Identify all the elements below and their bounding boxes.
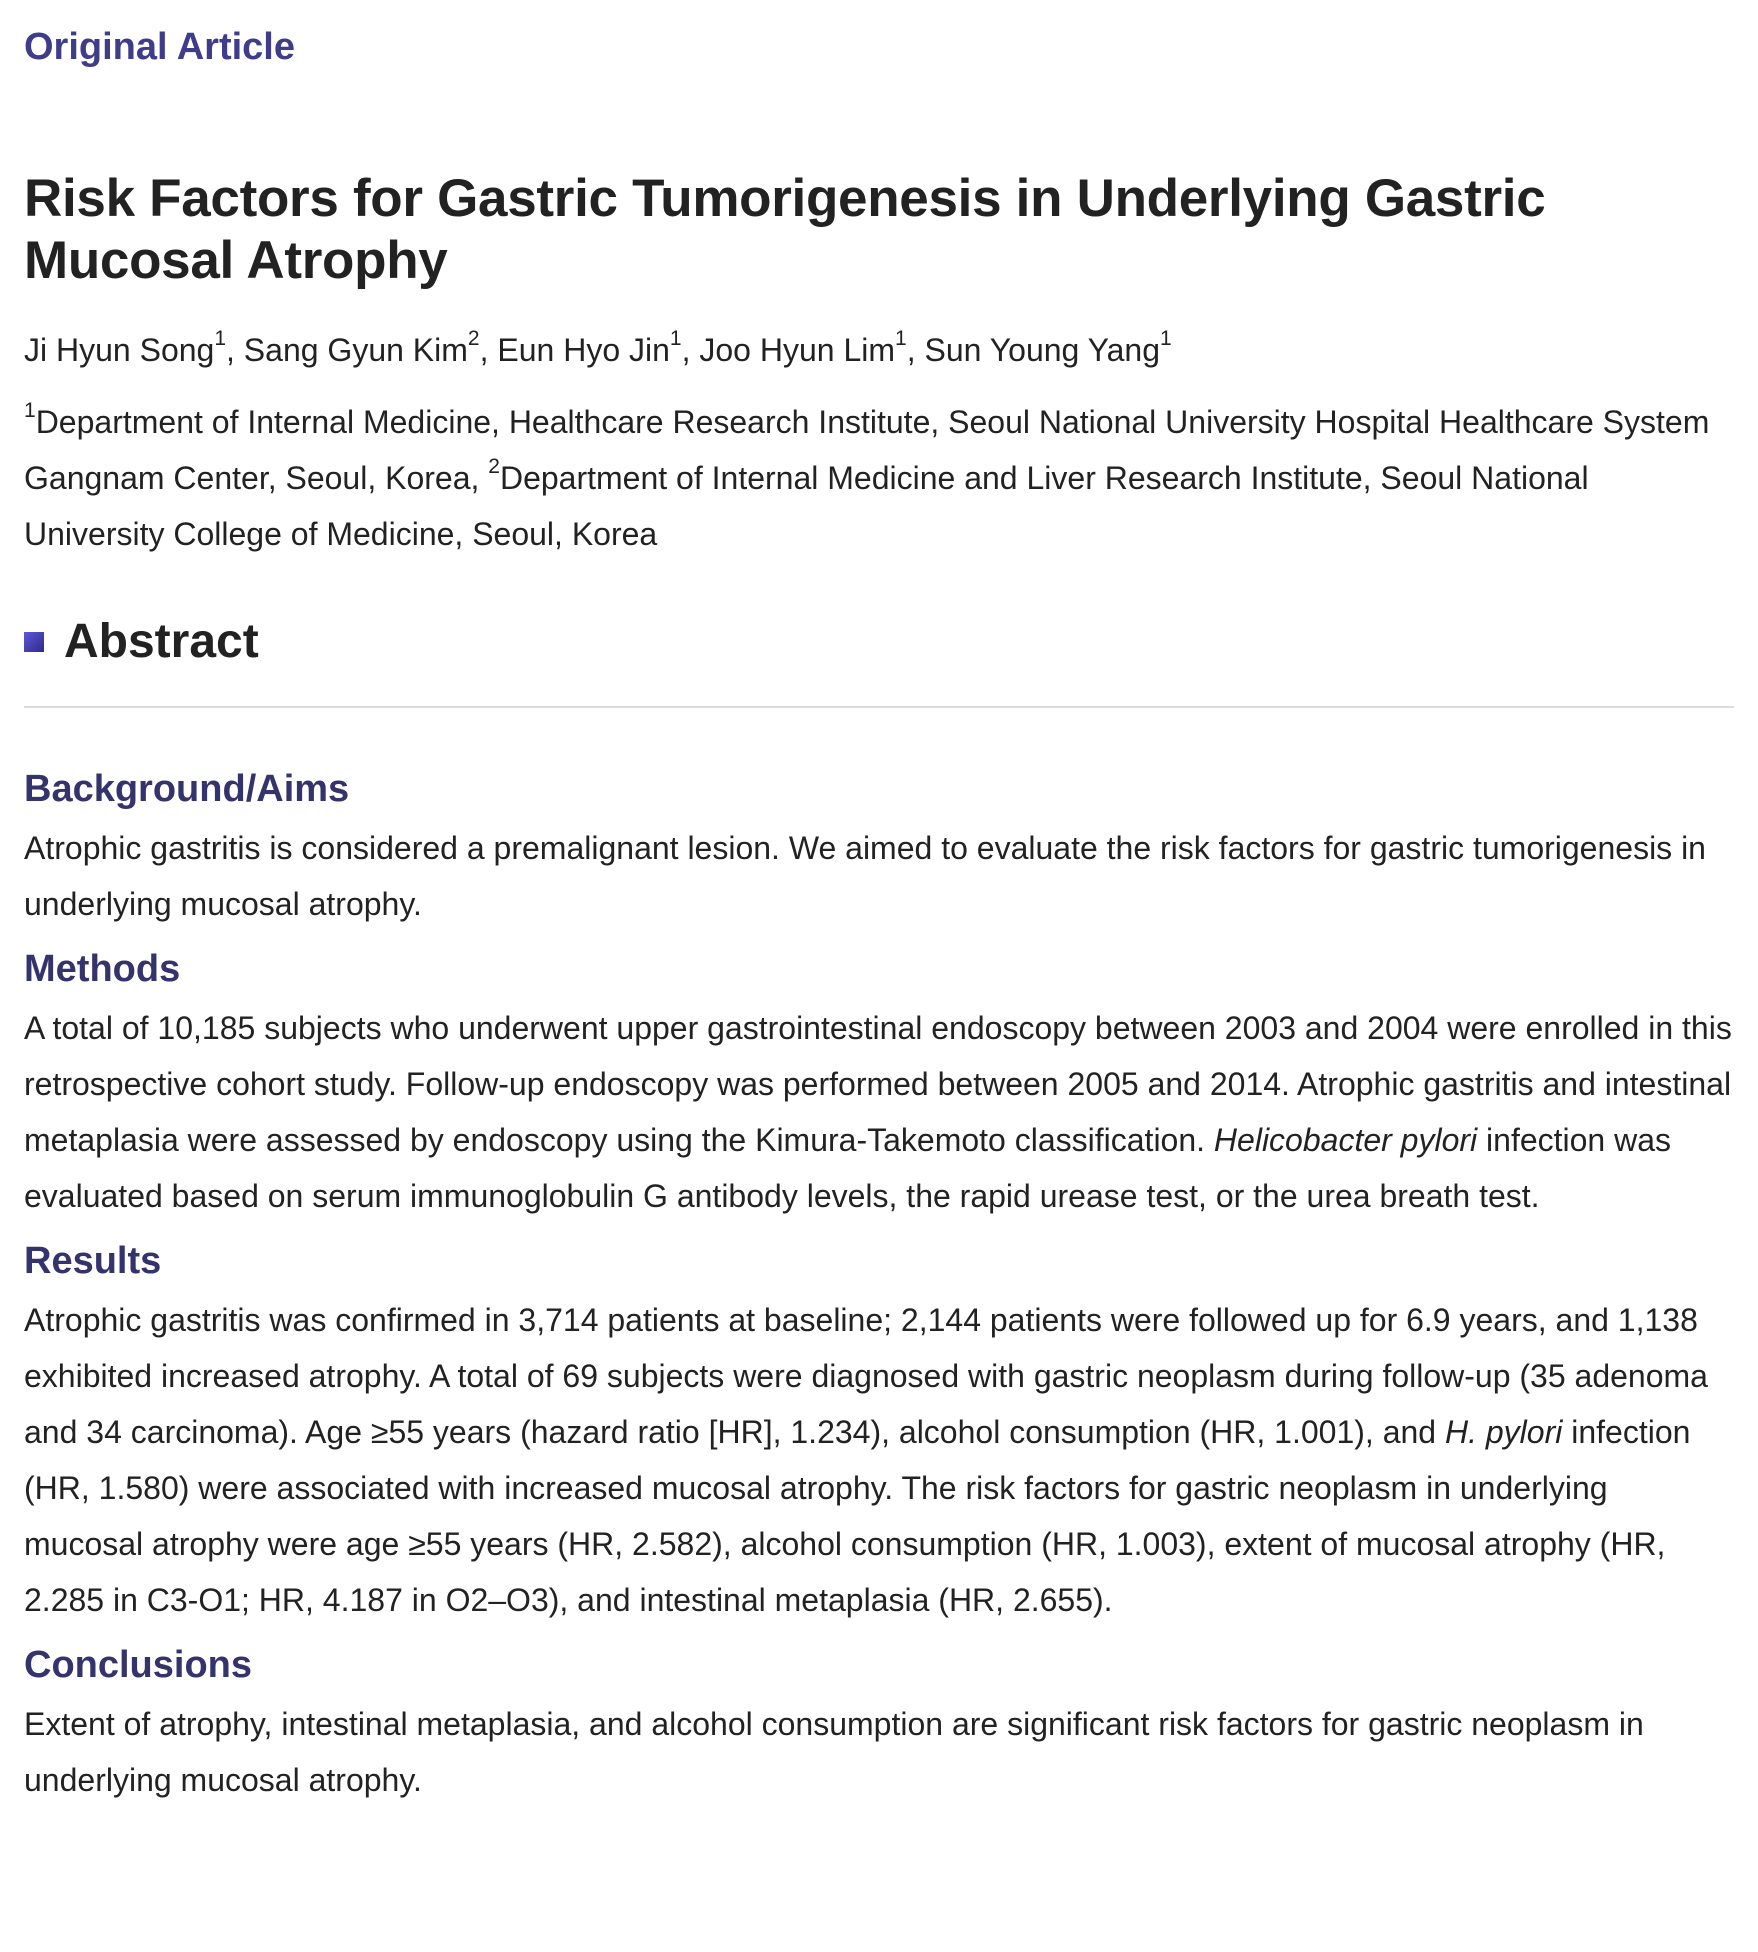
author-affiliation-marker: 1 (669, 327, 682, 351)
affiliation-number: 2 (488, 455, 500, 479)
affiliation-list (24, 394, 1734, 562)
author-separator: , (226, 332, 244, 368)
article-title: Risk Factors for Gastric Tumorigenesis in Underlying Gastric Mucosal Atrophy (24, 169, 1546, 290)
methods-section (24, 944, 1734, 1224)
abstract-title: Abstract (64, 615, 259, 668)
abstract-heading (24, 604, 1734, 680)
author-name[interactable]: Sun Young Yang (924, 332, 1160, 368)
affiliation-text: Department of Internal Medicine and Liver Research Institute, Seoul National University College of Medicine, Seoul, Korea (24, 460, 1589, 552)
author-list (24, 328, 1734, 372)
author-separator: , (681, 332, 700, 368)
section-divider (24, 706, 1734, 708)
author-separator: , (479, 332, 498, 368)
author-name[interactable]: Sang Gyun Kim (243, 332, 468, 368)
results-text-part: infection (HR, 1.580) were associated with increased mucosal atrophy. The risk factors for gastric neoplasm in underlying mucosal atrophy were age ≥55 years (HR, 2.582), alcohol consumption (HR, 1.003), extent of mucosal atrophy (HR, 2.285 in C3-O1; HR, 4.187 in O2–O3), and intestinal metaplasia (HR, 2.655). (24, 1414, 1691, 1618)
conclusions-text: Extent of atrophy, intestinal metaplasia, and alcohol consumption are significant risk factors for gastric neoplasm in underlying mucosal atrophy. (24, 1706, 1644, 1798)
methods-text-part: A total of 10,185 subjects who underwent upper gastrointestinal endoscopy between 2003 and 2004 were enrolled in this retrospective cohort study. Follow-up endoscopy was performed between 2005 and 2014. Atrophic gastritis and intestinal metaplasia were assessed by endoscopy using the Kimura-Takemoto classification. (24, 1010, 1732, 1158)
affiliation-number: 1 (24, 399, 36, 423)
methods-heading: Methods (24, 948, 181, 990)
conclusions-section (24, 1640, 1734, 1808)
methods-italic-term: Helicobacter pylori (1213, 1122, 1478, 1158)
methods-text (24, 1000, 1734, 1224)
background-text: Atrophic gastritis is considered a premalignant lesion. We aimed to evaluate the risk factors for gastric tumorigenesis in underlying mucosal atrophy. (24, 830, 1706, 922)
results-text-part: Atrophic gastritis was confirmed in 3,714 patients at baseline; 2,144 patients were followed up for 6.9 years, and 1,138 exhibited increased atrophy. A total of 69 subjects were diagnosed with gastric neoplasm during follow-up (35 adenoma and 34 carcinoma). Age ≥55 years (hazard ratio [HR], 1.234), alcohol consumption (HR, 1.001), and (24, 1302, 1708, 1450)
author-separator: , (906, 332, 925, 368)
results-italic-term: H. pylori (1444, 1414, 1563, 1450)
author-affiliation-marker: 2 (467, 327, 480, 351)
background-section (24, 764, 1734, 932)
conclusions-heading: Conclusions (24, 1644, 253, 1686)
article-type-label: Original Article (24, 26, 295, 68)
author-name[interactable]: Ji Hyun Song (24, 332, 215, 368)
author-affiliation-marker: 1 (895, 327, 907, 351)
square-bullet-icon (24, 632, 44, 652)
results-heading: Results (24, 1240, 162, 1282)
methods-text-part: infection was evaluated based on serum immunoglobulin G antibody levels, the rapid urease test, or the urea breath test. (24, 1122, 1672, 1214)
affiliation-text: Department of Internal Medicine, Healthcare Research Institute, Seoul National University Hospital Healthcare System Gangnam Center, Seoul, Korea, (24, 404, 1710, 496)
author-name[interactable]: Joo Hyun Lim (699, 332, 896, 368)
background-heading: Background/Aims (24, 768, 350, 810)
author-affiliation-marker: 1 (1160, 327, 1172, 351)
results-text (24, 1292, 1734, 1628)
author-name[interactable]: Eun Hyo Jin (497, 332, 670, 368)
results-section (24, 1236, 1734, 1628)
author-affiliation-marker: 1 (214, 327, 227, 351)
